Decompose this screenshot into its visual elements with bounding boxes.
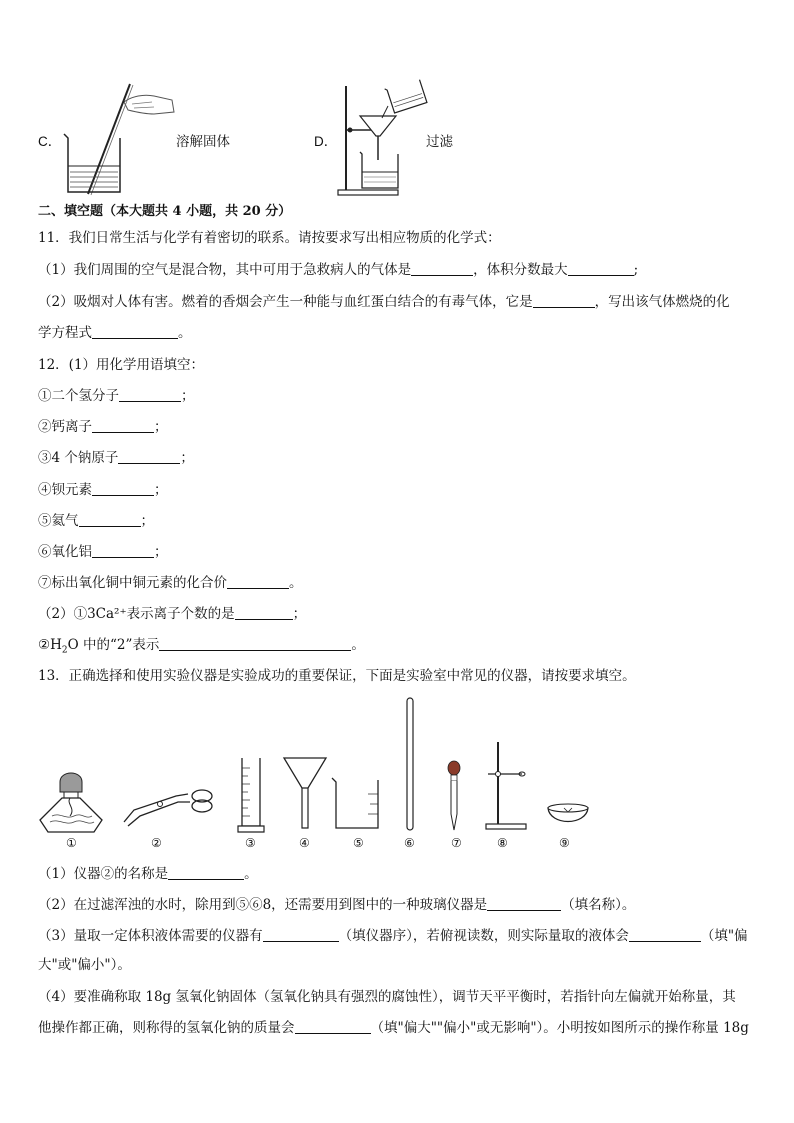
apparatus-number: ⑨ bbox=[559, 836, 570, 850]
q12-item-5: ⑤氦气 ； bbox=[38, 513, 154, 529]
q13-stem: 13．正确选择和使用实验仪器是实验成功的重要保证，下面是实验室中常见的仪器，请按要求填空。 bbox=[38, 668, 636, 684]
evaporating-dish-figure bbox=[546, 800, 590, 830]
q12-blank[interactable] bbox=[92, 481, 154, 496]
q11-part2-cont: 学方程式 。 bbox=[38, 325, 192, 341]
q13-part4-cont: 他操作都正确，则称得的氢氧化钠的质量会 （填"偏大""偏小"或无影响"）。小明按如图所示的操作称量 18g bbox=[38, 1020, 749, 1036]
q12-blank-ion[interactable] bbox=[235, 605, 293, 620]
q11-blank-4[interactable] bbox=[92, 324, 178, 339]
q12-blank[interactable] bbox=[92, 418, 154, 433]
q12-item-1: ①二个氢分子 ； bbox=[38, 388, 195, 404]
graduated-cylinder-figure bbox=[236, 756, 268, 834]
crucible-tongs-figure bbox=[120, 786, 216, 828]
apparatus-number: ⑦ bbox=[451, 836, 462, 850]
apparatus-number: ② bbox=[151, 836, 162, 850]
q13-part1: （1）仪器②的名称是 。 bbox=[38, 866, 258, 882]
q12-blank[interactable] bbox=[92, 543, 154, 558]
apparatus-number: ③ bbox=[245, 836, 256, 850]
dropper-figure bbox=[444, 760, 464, 832]
q13-blank-2[interactable] bbox=[487, 896, 561, 911]
q12-part2: （2）①3Ca²⁺表示离子个数的是 ； bbox=[38, 606, 307, 622]
q12-item-3: ③4 个钠原子 ； bbox=[38, 450, 194, 466]
option-c-letter: C． bbox=[38, 134, 62, 149]
q11-part1: （1）我们周围的空气是混合物，其中可用于急救病人的气体是 ，体积分数最大 ; bbox=[38, 262, 639, 278]
apparatus-number: ④ bbox=[299, 836, 310, 850]
q12-blank-meaning[interactable] bbox=[159, 636, 351, 651]
apparatus-number: ⑧ bbox=[497, 836, 508, 850]
q13-part3: （3）量取一定体积液体需要的仪器有 （填仪器序），若俯视读数，则实际量取的液体会 （填"偏 bbox=[38, 928, 748, 944]
iron-stand-figure bbox=[484, 740, 528, 832]
q13-part3-cont: 大"或"偏小"）。 bbox=[38, 957, 131, 973]
q12-blank[interactable] bbox=[227, 574, 289, 589]
q13-part4: （4）要准确称取 18g 氢氧化钠固体（氢氧化钠具有强烈的腐蚀性），调节天平平衡时，若指针向左偏就开始称量，其 bbox=[38, 989, 736, 1005]
q12-item-7: ⑦标出氧化铜中铜元素的化合价 。 bbox=[38, 575, 303, 591]
option-d-caption: 过滤 bbox=[426, 134, 453, 150]
q12-item-4: ④钡元素 ； bbox=[38, 482, 168, 498]
q13-blank-4[interactable] bbox=[629, 927, 701, 942]
option-c-caption: 溶解固体 bbox=[176, 134, 230, 150]
q13-blank-1[interactable] bbox=[168, 865, 244, 880]
filtration-figure bbox=[336, 78, 432, 198]
q13-blank-3[interactable] bbox=[263, 927, 339, 942]
apparatus-number: ① bbox=[66, 836, 77, 850]
beaker-figure bbox=[330, 774, 382, 832]
q11-blank-2[interactable] bbox=[568, 261, 634, 276]
q12-blank[interactable] bbox=[119, 387, 181, 402]
q13-part2: （2）在过滤浑浊的水时，除用到⑤⑥8，还需要用到图中的一种玻璃仪器是 （填名称）。 bbox=[38, 897, 636, 913]
q11-blank-1[interactable] bbox=[411, 261, 473, 276]
section-heading: 二、填空题（本大题共 4 小题，共 20 分） bbox=[38, 204, 292, 219]
glass-rod-figure bbox=[404, 696, 416, 832]
q12-item-2: ②钙离子 ； bbox=[38, 419, 168, 435]
alcohol-lamp-figure bbox=[36, 766, 106, 834]
q12-part3: $②H_2O$ 中的“2”表示 。 bbox=[38, 637, 365, 656]
q12-blank[interactable] bbox=[79, 512, 141, 527]
q11-blank-3[interactable] bbox=[533, 293, 595, 308]
funnel-figure bbox=[282, 756, 328, 832]
q12-item-6: ⑥氧化铝 ； bbox=[38, 544, 168, 560]
dissolve-solid-figure bbox=[62, 82, 182, 198]
option-d-letter: D． bbox=[314, 134, 338, 149]
apparatus-number: ⑤ bbox=[353, 836, 364, 850]
q11-part2: （2）吸烟对人体有害。燃着的香烟会产生一种能与血红蛋白结合的有毒气体，它是 ，写出该气体燃烧的化 bbox=[38, 294, 730, 310]
apparatus-number: ⑥ bbox=[404, 836, 415, 850]
q12-stem: 12．(1）用化学用语填空： bbox=[38, 357, 205, 373]
q11-stem: 11．我们日常生活与化学有着密切的联系。请按要求写出相应物质的化学式： bbox=[38, 230, 501, 246]
q13-blank-5[interactable] bbox=[295, 1019, 371, 1034]
q12-blank[interactable] bbox=[118, 449, 180, 464]
